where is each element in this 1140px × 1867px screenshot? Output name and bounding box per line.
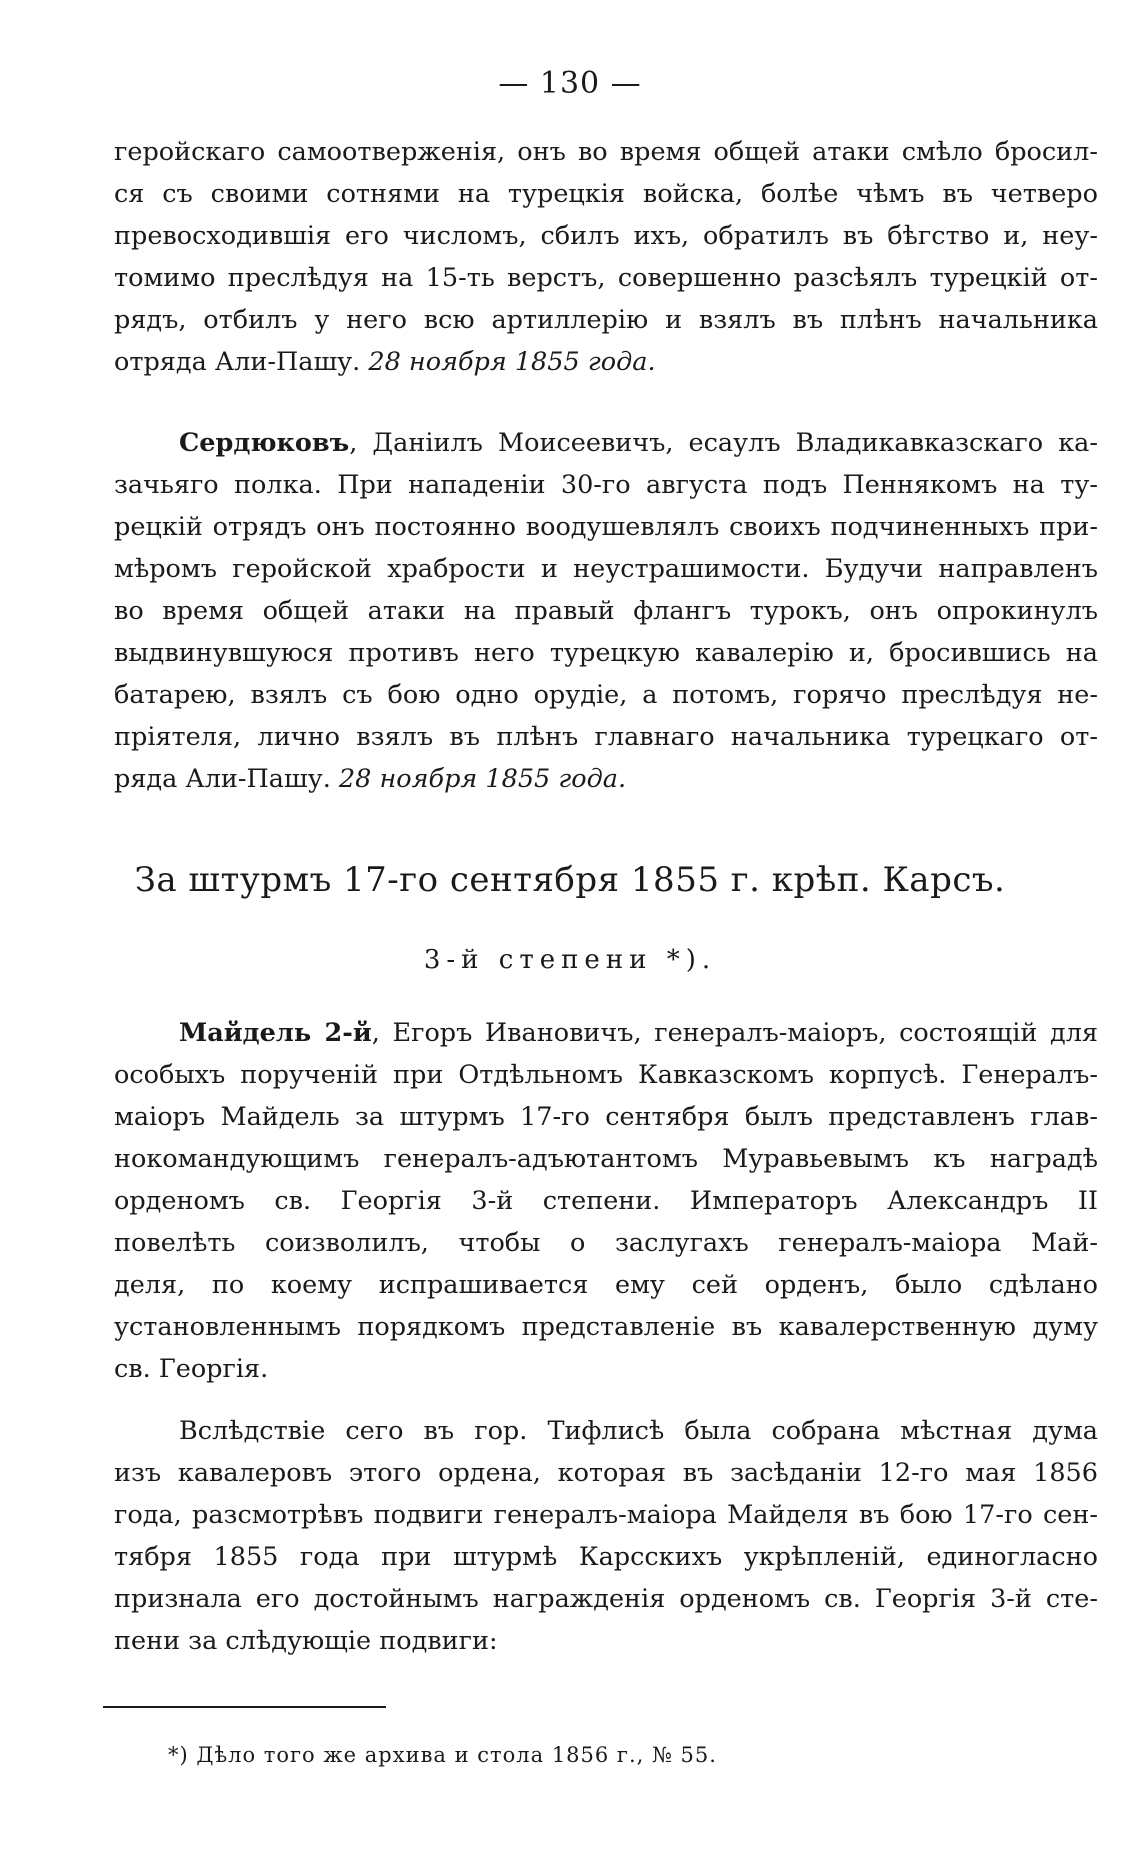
text-line: года, разсмотрѣвъ подвиги генералъ-маіора Майделя въ бою 17-го сен- (114, 1500, 1098, 1530)
award-date: 28 ноября 1855 года. (338, 764, 627, 794)
text-line: выдвинувшуюся противъ него турецкую кавалерію и, бросившись на (114, 638, 1098, 668)
decision-paragraph (114, 1410, 1098, 1662)
entry-continuation-paragraph (114, 131, 1098, 383)
section-subheading: 3-й степени *). (423, 945, 717, 975)
entry-serdyukov (114, 422, 1098, 800)
text-line: томимо преслѣдуя на 15-ть верстъ, совершенно разсѣялъ турецкій от- (114, 263, 1098, 293)
text-line-fragment: ряда Али-Пашу. (114, 764, 331, 794)
footnote-divider (103, 1706, 386, 1708)
text-line (114, 422, 1098, 464)
text-line: св. Георгія. (114, 1354, 269, 1384)
text-line-fragment: , Егоръ Ивановичъ, генералъ-маіоръ, состоящій для (371, 1018, 1098, 1048)
text-line (114, 1012, 1098, 1054)
text-line (114, 758, 1098, 800)
text-line: повелѣть соизволилъ, чтобы о заслугахъ генералъ-маіора Май- (114, 1228, 1098, 1258)
person-name: Сердюковъ (179, 428, 350, 458)
award-date: 28 ноября 1855 года. (368, 347, 656, 377)
footnote: *) Дѣло того же архива и стола 1856 г., № 55. (168, 1743, 717, 1767)
text-line: рецкій отрядъ онъ постоянно воодушевлялъ своихъ подчиненныхъ при- (114, 512, 1098, 542)
text-line (114, 341, 1098, 383)
entry-maidel (114, 1012, 1098, 1390)
text-line: геройскаго самоотверженія, онъ во время общей атаки смѣло бросил- (114, 137, 1098, 167)
text-line: маіоръ Майдель за штурмъ 17-го сентября былъ представленъ глав- (114, 1102, 1098, 1132)
text-line: во время общей атаки на правый флангъ турокъ, онъ опрокинулъ (114, 596, 1098, 626)
text-line: деля, по коему испрашивается ему сей орденъ, было сдѣлано (114, 1270, 1098, 1300)
text-line: рядъ, отбилъ у него всю артиллерію и взялъ въ плѣнъ начальника (114, 305, 1098, 335)
text-line: Вслѣдствіе сего въ гор. Тифлисѣ была собрана мѣстная дума (179, 1416, 1098, 1446)
text-line: пріятеля, лично взялъ въ плѣнъ главнаго начальника турецкаго от- (114, 722, 1098, 752)
text-line: нокомандующимъ генералъ-адъютантомъ Муравьевымъ къ наградѣ (114, 1144, 1098, 1174)
text-line: батарею, взялъ съ бою одно орудіе, а потомъ, горячо преслѣдуя не- (114, 680, 1098, 710)
text-line: признала его достойнымъ награжденія орденомъ св. Георгія 3-й сте- (114, 1584, 1098, 1614)
text-line: установленнымъ порядкомъ представленіе въ кавалерственную думу (114, 1312, 1098, 1342)
text-line: мѣромъ геройской храбрости и неустрашимости. Будучи направленъ (114, 554, 1098, 584)
text-line: особыхъ порученій при Отдѣльномъ Кавказскомъ корпусѣ. Генералъ- (114, 1060, 1098, 1090)
text-line-fragment: отряда Али-Пашу. (114, 347, 361, 377)
text-line: орденомъ св. Георгія 3-й степени. Императоръ Александръ II (114, 1186, 1098, 1216)
text-line: превосходившія его числомъ, сбилъ ихъ, обратилъ въ бѣгство и, неу- (114, 221, 1098, 251)
text-line: изъ кавалеровъ этого ордена, которая въ засѣданіи 12-го мая 1856 (114, 1458, 1098, 1488)
text-line: ся съ своими сотнями на турецкія войска, болѣе чѣмъ въ четверо (114, 179, 1098, 209)
text-line: зачьяго полка. При нападеніи 30-го августа подъ Пеннякомъ на ту- (114, 470, 1098, 500)
text-line: тября 1855 года при штурмѣ Карсскихъ укрѣпленій, единогласно (114, 1542, 1098, 1572)
text-line-fragment: , Даніилъ Моисеевичъ, есаулъ Владикавказскаго ка- (349, 428, 1098, 458)
person-name: Майдель 2-й (179, 1018, 372, 1048)
text-line: пени за слѣдующіе подвиги: (114, 1626, 498, 1656)
page-number: — 130 — (498, 66, 642, 101)
section-heading: За штурмъ 17-го сентября 1855 г. крѣп. Карсъ. (134, 860, 1006, 900)
